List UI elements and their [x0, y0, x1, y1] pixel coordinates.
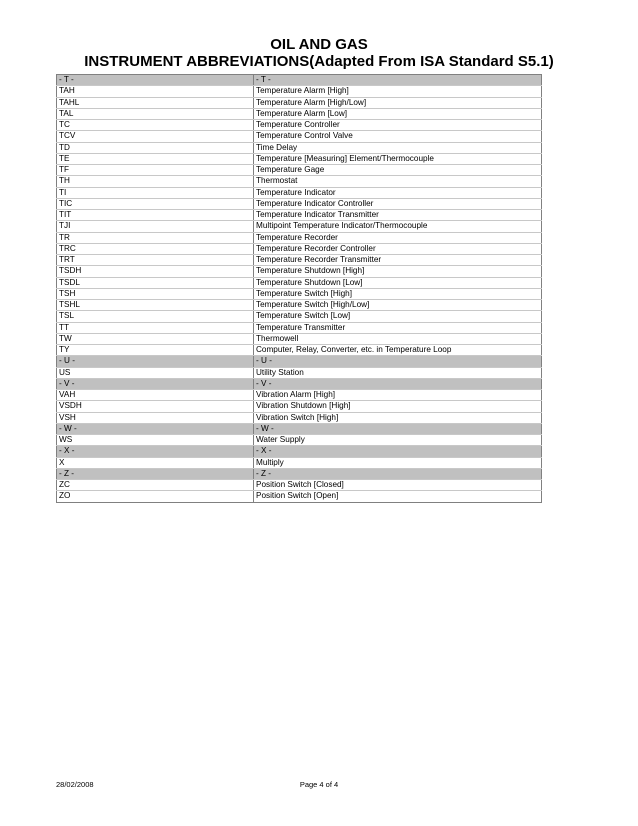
meaning-cell: Temperature Alarm [High/Low] [254, 97, 542, 108]
abbreviation-cell: ZC [57, 480, 254, 491]
table-row [57, 491, 542, 502]
meaning-cell: - X - [254, 446, 542, 457]
table-row [57, 221, 542, 232]
meaning-cell: Water Supply [254, 435, 542, 446]
section-header-row [57, 356, 542, 367]
abbreviation-cell: TY [57, 345, 254, 356]
meaning-cell: Temperature [Measuring] Element/Thermocouple [254, 153, 542, 164]
meaning-cell: Temperature Gage [254, 165, 542, 176]
abbreviation-cell: TRC [57, 243, 254, 254]
meaning-cell: Temperature Alarm [Low] [254, 108, 542, 119]
meaning-cell: Temperature Shutdown [High] [254, 266, 542, 277]
abbreviation-cell: TJI [57, 221, 254, 232]
abbreviation-cell: ZO [57, 491, 254, 502]
meaning-cell: Position Switch [Closed] [254, 480, 542, 491]
meaning-cell: - U - [254, 356, 542, 367]
abbreviation-cell: TSL [57, 311, 254, 322]
meaning-cell: Temperature Switch [Low] [254, 311, 542, 322]
document-subtitle: INSTRUMENT ABBREVIATIONS(Adapted From ISA Standard S5.1) [84, 53, 554, 70]
meaning-cell: Thermostat [254, 176, 542, 187]
table-row [57, 333, 542, 344]
abbreviation-cell: - T - [57, 75, 254, 86]
meaning-cell: Multiply [254, 457, 542, 468]
document-title: OIL AND GAS [270, 36, 368, 53]
abbreviation-cell: TSHL [57, 300, 254, 311]
abbreviation-cell: WS [57, 435, 254, 446]
abbreviation-cell: TAHL [57, 97, 254, 108]
table-row [57, 176, 542, 187]
meaning-cell: Vibration Switch [High] [254, 412, 542, 423]
section-header-row [57, 378, 542, 389]
table-row [57, 311, 542, 322]
meaning-cell: Temperature Indicator [254, 187, 542, 198]
meaning-cell: Time Delay [254, 142, 542, 153]
abbreviation-cell: TAH [57, 86, 254, 97]
abbreviation-cell: TC [57, 120, 254, 131]
meaning-cell: Computer, Relay, Converter, etc. in Temperature Loop [254, 345, 542, 356]
meaning-cell: Vibration Alarm [High] [254, 390, 542, 401]
table-row [57, 300, 542, 311]
table-row [57, 345, 542, 356]
table-row [57, 277, 542, 288]
abbreviation-cell: TW [57, 333, 254, 344]
table-row [57, 232, 542, 243]
abbreviation-cell: TRT [57, 255, 254, 266]
meaning-cell: Temperature Controller [254, 120, 542, 131]
meaning-cell: Utility Station [254, 367, 542, 378]
section-header-row [57, 75, 542, 86]
table-row [57, 435, 542, 446]
section-header-row [57, 468, 542, 479]
footer-page-number: Page 4 of 4 [299, 780, 339, 789]
table-row [57, 412, 542, 423]
abbreviations-table-body [57, 75, 542, 503]
abbreviations-table [56, 74, 542, 503]
abbreviation-cell: TIT [57, 210, 254, 221]
footer-date: 28/02/2008 [56, 780, 94, 789]
meaning-cell: Temperature Recorder [254, 232, 542, 243]
meaning-cell: Temperature Shutdown [Low] [254, 277, 542, 288]
table-row [57, 165, 542, 176]
abbreviation-cell: TH [57, 176, 254, 187]
abbreviation-cell: - X - [57, 446, 254, 457]
table-row [57, 120, 542, 131]
table-row [57, 198, 542, 209]
abbreviation-cell: TSH [57, 288, 254, 299]
table-row [57, 457, 542, 468]
abbreviation-cell: TSDL [57, 277, 254, 288]
meaning-cell: - W - [254, 423, 542, 434]
meaning-cell: Temperature Indicator Controller [254, 198, 542, 209]
abbreviation-cell: - Z - [57, 468, 254, 479]
abbreviation-cell: VAH [57, 390, 254, 401]
table-row [57, 288, 542, 299]
meaning-cell: - V - [254, 378, 542, 389]
table-row [57, 390, 542, 401]
meaning-cell: Temperature Switch [High] [254, 288, 542, 299]
meaning-cell: Temperature Recorder Transmitter [254, 255, 542, 266]
abbreviation-cell: TD [57, 142, 254, 153]
abbreviation-cell: - W - [57, 423, 254, 434]
meaning-cell: Temperature Transmitter [254, 322, 542, 333]
table-row [57, 131, 542, 142]
abbreviation-cell: VSDH [57, 401, 254, 412]
table-row [57, 97, 542, 108]
meaning-cell: Temperature Indicator Transmitter [254, 210, 542, 221]
section-header-row [57, 423, 542, 434]
table-row [57, 243, 542, 254]
meaning-cell: Temperature Switch [High/Low] [254, 300, 542, 311]
abbreviation-cell: TAL [57, 108, 254, 119]
table-row [57, 108, 542, 119]
table-row [57, 367, 542, 378]
meaning-cell: - T - [254, 75, 542, 86]
abbreviation-cell: TE [57, 153, 254, 164]
table-row [57, 266, 542, 277]
abbreviation-cell: TR [57, 232, 254, 243]
abbreviation-cell: TT [57, 322, 254, 333]
section-header-row [57, 446, 542, 457]
abbreviation-cell: - U - [57, 356, 254, 367]
table-row [57, 401, 542, 412]
abbreviation-cell: TF [57, 165, 254, 176]
meaning-cell: Vibration Shutdown [High] [254, 401, 542, 412]
meaning-cell: Temperature Alarm [High] [254, 86, 542, 97]
meaning-cell: Position Switch [Open] [254, 491, 542, 502]
meaning-cell: Temperature Recorder Controller [254, 243, 542, 254]
abbreviation-cell: X [57, 457, 254, 468]
table-row [57, 187, 542, 198]
abbreviation-cell: TSDH [57, 266, 254, 277]
abbreviation-cell: VSH [57, 412, 254, 423]
meaning-cell: - Z - [254, 468, 542, 479]
table-row [57, 153, 542, 164]
abbreviation-cell: - V - [57, 378, 254, 389]
meaning-cell: Temperature Control Valve [254, 131, 542, 142]
meaning-cell: Multipoint Temperature Indicator/Thermocouple [254, 221, 542, 232]
meaning-cell: Thermowell [254, 333, 542, 344]
table-row [57, 255, 542, 266]
table-row [57, 86, 542, 97]
table-row [57, 480, 542, 491]
table-row [57, 142, 542, 153]
abbreviation-cell: TI [57, 187, 254, 198]
abbreviation-cell: US [57, 367, 254, 378]
abbreviation-cell: TIC [57, 198, 254, 209]
table-row [57, 322, 542, 333]
abbreviation-cell: TCV [57, 131, 254, 142]
table-row [57, 210, 542, 221]
